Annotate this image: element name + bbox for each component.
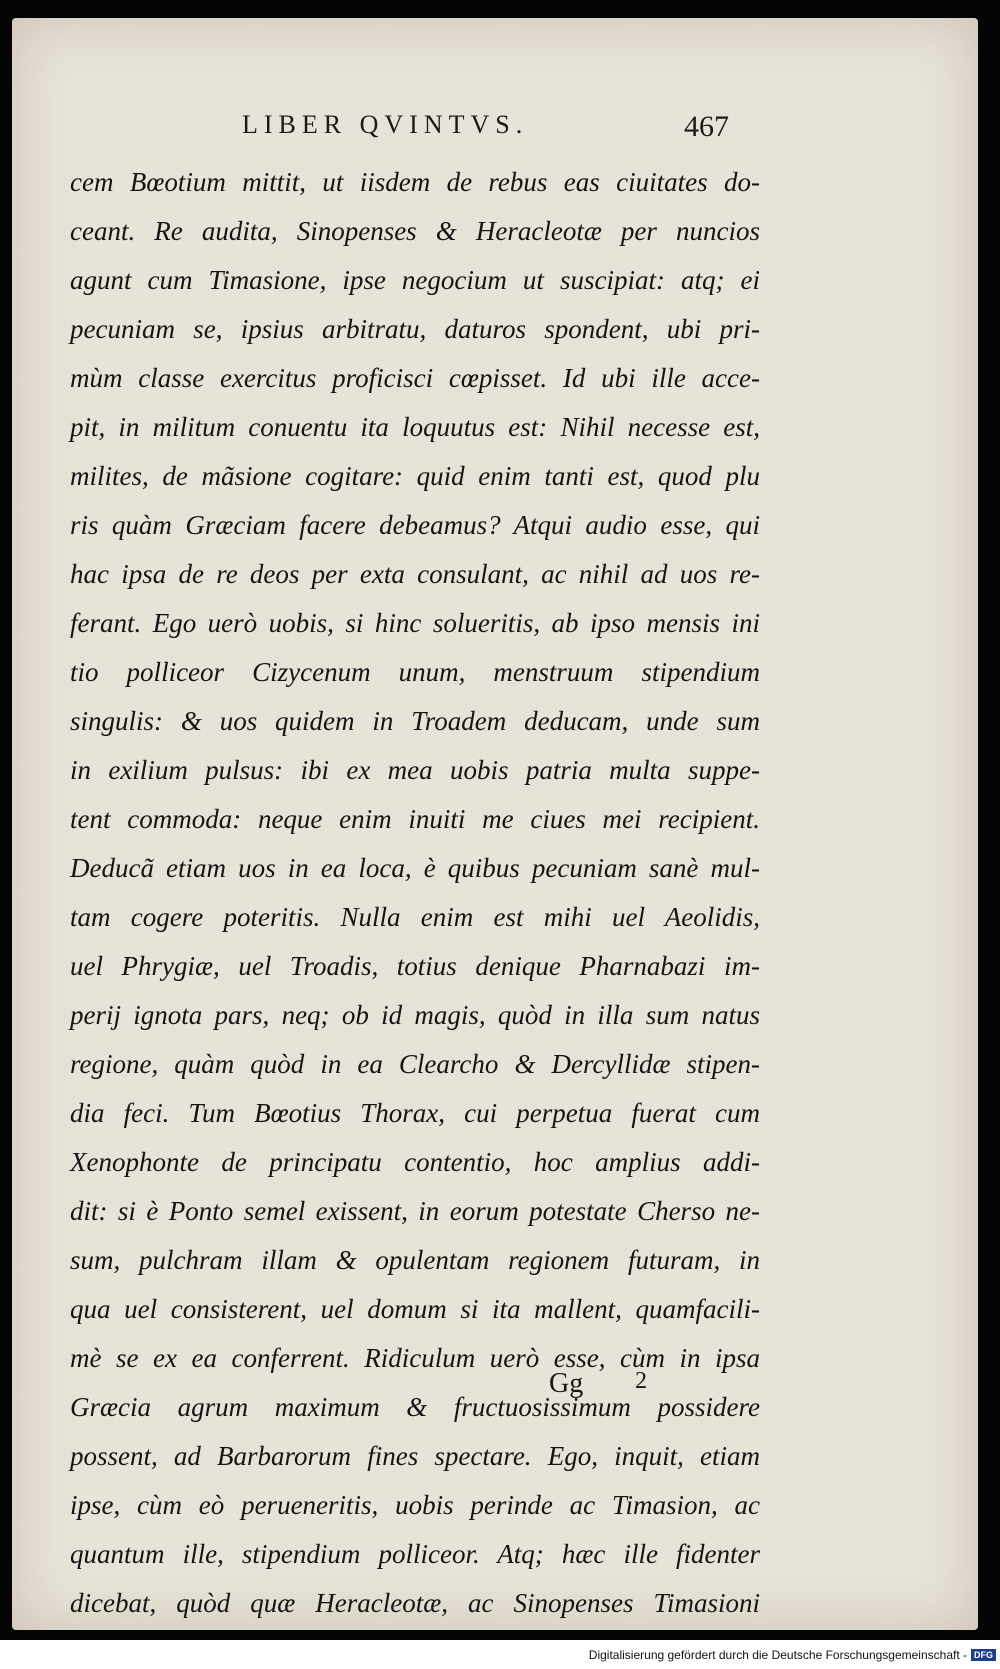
- running-head: LIBER QVINTVS.: [242, 110, 529, 139]
- text-line: ris quàm Græciam facere debeamus? Atqui audio esse, qui: [70, 510, 760, 540]
- text-line: Xenophonte de principatu contentio, hoc amplius addi-: [70, 1147, 760, 1177]
- text-line: dia feci. Tum Bœotius Thorax, cui perpetua fuerat cum: [70, 1098, 760, 1128]
- text-line: cem Bœotium mittit, ut iisdem de rebus eas ciuitates do-: [70, 167, 760, 197]
- text-line: mè se ex ea conferrent. Ridiculum uerò esse, cùm in ipsa: [70, 1343, 760, 1373]
- text-line: milites, de mãsione cogitare: quid enim tanti est, quod plu: [70, 461, 760, 491]
- text-line: pecuniam se, ipsius arbitratu, daturos spondent, ubi pri-: [70, 314, 760, 344]
- text-line: dicebat, quòd quæ Heracleotæ, ac Sinopenses Timasioni: [70, 1588, 760, 1618]
- text-line: dit: si è Ponto semel exissent, in eorum potestate Cherso ne-: [70, 1196, 760, 1226]
- text-line: regione, quàm quòd in ea Clearcho & Dercyllidæ stipen-: [70, 1049, 760, 1079]
- page-number: 467: [684, 110, 729, 143]
- text-line: Græcia agrum maximum & fructuosissimum possidere: [70, 1392, 760, 1422]
- text-line: mùm classe exercitus proficisci cœpisset. Id ubi ille acce-: [70, 363, 760, 393]
- text-line: pit, in militum conuentu ita loquutus est: Nihil necesse est,: [70, 412, 760, 442]
- text-line: possent, ad Barbarorum fines spectare. Ego, inquit, etiam: [70, 1441, 760, 1471]
- text-line: uel Phrygiæ, uel Troadis, totius denique Pharnabazi im-: [70, 951, 760, 981]
- text-line: Deducã etiam uos in ea loca, è quibus pecuniam sanè mul-: [70, 853, 760, 883]
- text-line: hac ipsa de re deos per exta consulant, ac nihil ad uos re-: [70, 559, 760, 589]
- signature-number: 2: [635, 1368, 647, 1394]
- text-line: tent commoda: neque enim inuiti me ciues mei recipient.: [70, 804, 760, 834]
- text-line: tam cogere poteritis. Nulla enim est mihi uel Aeolidis,: [70, 902, 760, 932]
- text-line: qua uel consisterent, uel domum si ita mallent, quamfacili-: [70, 1294, 760, 1324]
- dfg-logo: DFG: [971, 1649, 996, 1661]
- text-line: perij ignota pars, neq; ob id magis, quòd in illa sum natus: [70, 1000, 760, 1030]
- text-line: quantum ille, stipendium polliceor. Atq; hæc ille fidenter: [70, 1539, 760, 1569]
- text-line: ferant. Ego uerò uobis, si hinc solueritis, ab ipso mensis ini: [70, 608, 760, 638]
- digitization-credit: [589, 1648, 996, 1662]
- text-line: tio polliceor Cizycenum unum, menstruum stipendium: [70, 657, 760, 687]
- credit-text: Digitalisierung gefördert durch die Deutsche Forschungsgemeinschaft -: [588, 1648, 967, 1662]
- text-line: ceant. Re audita, Sinopenses & Heracleotæ per nuncios: [70, 216, 760, 246]
- text-line: agunt cum Timasione, ipse negocium ut suscipiat: atq; ei: [70, 265, 760, 295]
- text-line: singulis: & uos quidem in Troadem deducam, unde sum: [70, 706, 760, 736]
- text-line: sum, pulchram illam & opulentam regionem futuram, in: [70, 1245, 760, 1275]
- text-line: in exilium pulsus: ibi ex mea uobis patria multa suppe-: [70, 755, 760, 785]
- text-line: ipse, cùm eò perueneritis, uobis perinde ac Timasion, ac: [70, 1490, 760, 1520]
- book-page: [12, 18, 978, 1630]
- body-text: [70, 158, 760, 1628]
- signature-mark: Gg: [549, 1368, 584, 1399]
